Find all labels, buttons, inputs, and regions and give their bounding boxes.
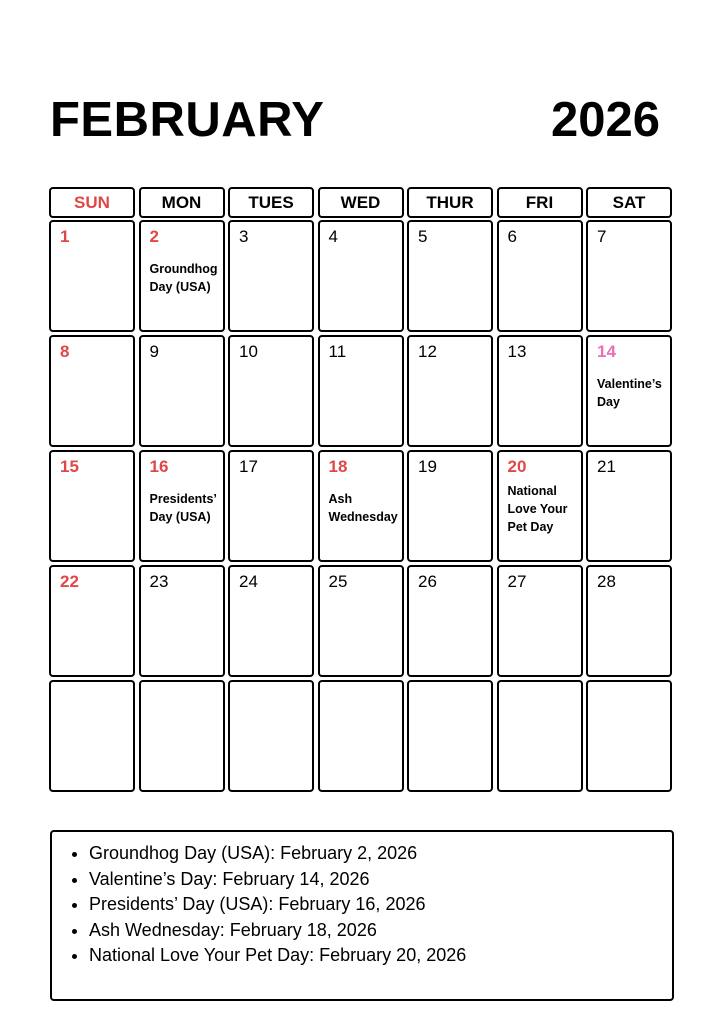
holiday-list-item: • National Love Your Pet Day: February 20, 2026 — [89, 943, 672, 969]
day-number: 22 — [60, 572, 79, 591]
day-number: 23 — [149, 572, 169, 591]
empty-day-cell — [49, 680, 135, 792]
day-cell — [407, 335, 493, 447]
event-label: Ash Wednesday — [328, 492, 398, 524]
day-number: 13 — [507, 342, 527, 361]
day-number: 8 — [60, 342, 70, 361]
weekday-thu: THUR — [407, 187, 493, 218]
day-number: 15 — [60, 457, 79, 476]
day-number: 14 — [597, 342, 616, 361]
day-cell — [139, 220, 225, 332]
day-cell — [139, 565, 225, 677]
holiday-list-item: • Ash Wednesday: February 18, 2026 — [89, 918, 672, 944]
event-label: Presidents’ Day (USA) — [149, 492, 217, 524]
day-cell — [497, 565, 583, 677]
event-label: National Love Your Pet Day — [507, 484, 568, 534]
day-cell — [49, 450, 135, 562]
day-cell — [407, 220, 493, 332]
day-number: 9 — [149, 342, 159, 361]
day-number: 25 — [328, 572, 348, 591]
day-cell — [497, 450, 583, 562]
day-cell — [586, 450, 672, 562]
day-number: 7 — [597, 227, 607, 246]
holiday-list-item: • Groundhog Day (USA): February 2, 2026 — [89, 841, 672, 867]
day-cell — [497, 335, 583, 447]
day-number: 2 — [149, 227, 159, 246]
weekday-fri: FRI — [497, 187, 583, 218]
holiday-list-item: • Valentine’s Day: February 14, 2026 — [89, 867, 672, 893]
year-title: 2026 — [550, 93, 660, 147]
day-cell — [49, 220, 135, 332]
event-label: Valentine’s Day — [597, 377, 662, 409]
day-cell — [586, 220, 672, 332]
weekday-sun: SUN — [49, 187, 135, 218]
holiday-notes-box — [50, 830, 674, 1001]
empty-day-cell — [497, 680, 583, 792]
day-number: 16 — [149, 457, 169, 476]
day-number: 20 — [507, 457, 527, 476]
day-cell — [318, 450, 404, 562]
weekday-mon: MON — [139, 187, 225, 218]
day-number: 17 — [239, 457, 258, 476]
day-cell — [228, 220, 314, 332]
empty-day-cell — [139, 680, 225, 792]
day-number: 21 — [597, 457, 616, 476]
day-cell — [49, 335, 135, 447]
empty-day-cell — [407, 680, 493, 792]
day-number: 28 — [597, 572, 616, 591]
holiday-list-item: • Presidents’ Day (USA): February 16, 2026 — [89, 892, 672, 918]
day-number: 27 — [507, 572, 527, 591]
day-number: 4 — [328, 227, 338, 246]
weekday-header-row — [49, 187, 673, 218]
day-cell — [586, 335, 672, 447]
day-cell — [139, 335, 225, 447]
day-number: 6 — [507, 227, 517, 246]
day-number: 26 — [418, 572, 437, 591]
day-number: 1 — [60, 227, 70, 246]
day-cell — [49, 565, 135, 677]
day-cell — [318, 565, 404, 677]
day-cell — [407, 565, 493, 677]
day-number: 10 — [239, 342, 258, 361]
empty-day-cell — [228, 680, 314, 792]
day-cell — [228, 335, 314, 447]
day-number: 18 — [328, 457, 348, 476]
day-cell — [497, 220, 583, 332]
event-label: Groundhog Day (USA) — [149, 262, 218, 294]
day-number: 11 — [328, 342, 347, 361]
empty-day-cell — [586, 680, 672, 792]
day-cell — [318, 335, 404, 447]
weekday-tue: TUES — [228, 187, 314, 218]
day-number: 24 — [239, 572, 258, 591]
day-cell — [139, 450, 225, 562]
day-number: 12 — [418, 342, 437, 361]
day-cell — [586, 565, 672, 677]
day-cell — [318, 220, 404, 332]
weekday-wed: WED — [318, 187, 404, 218]
empty-day-cell — [318, 680, 404, 792]
day-cell — [228, 450, 314, 562]
day-number: 19 — [418, 457, 437, 476]
weekday-sat: SAT — [586, 187, 672, 218]
day-cell — [407, 450, 493, 562]
day-number: 5 — [418, 227, 428, 246]
day-cell — [228, 565, 314, 677]
day-number: 3 — [239, 227, 249, 246]
month-title: FEBRUARY — [50, 93, 325, 147]
calendar-grid — [49, 220, 673, 792]
holiday-list — [70, 841, 672, 969]
